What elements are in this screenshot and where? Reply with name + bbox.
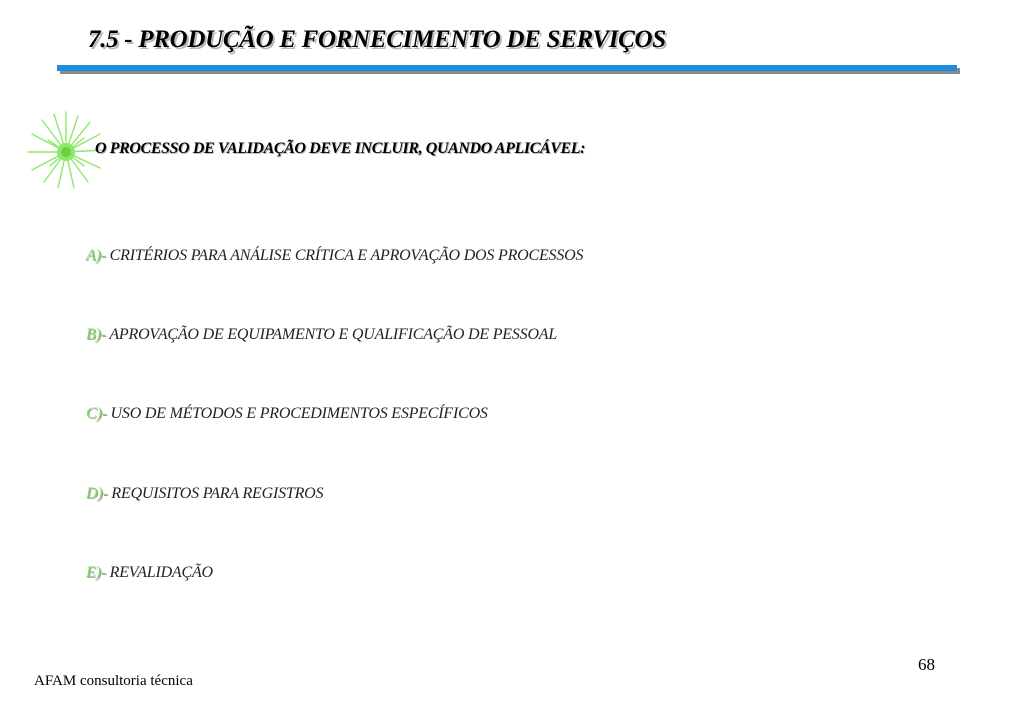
title-underline [57, 65, 957, 71]
list-item [86, 485, 323, 503]
intro-text: O PROCESSO DE VALIDAÇÃO DEVE INCLUIR, QUANDO APLICÁVEL: [95, 140, 586, 157]
item-letter: A)- [86, 247, 106, 264]
item-text: USO DE MÉTODOS E PROCEDIMENTOS ESPECÍFICOS [106, 405, 488, 422]
item-text: REVALIDAÇÃO [105, 564, 213, 581]
slide-title: 7.5 - PRODUÇÃO E FORNECIMENTO DE SERVIÇOS [88, 26, 666, 53]
item-letter: C)- [86, 405, 107, 422]
item-letter: E)- [86, 564, 106, 581]
list-item [86, 247, 583, 265]
footer-company-name: AFAM consultoria técnica [34, 673, 193, 689]
item-text: REQUISITOS PARA REGISTROS [107, 485, 324, 502]
list-item [86, 326, 557, 344]
item-text: APROVAÇÃO DE EQUIPAMENTO E QUALIFICAÇÃO DE PESSOAL [105, 326, 558, 343]
item-text: CRITÉRIOS PARA ANÁLISE CRÍTICA E APROVAÇÃO DOS PROCESSOS [105, 247, 584, 264]
list-item [86, 564, 213, 582]
list-item [86, 405, 488, 423]
item-letter: D)- [86, 485, 108, 502]
item-letter: B)- [86, 326, 106, 343]
page-number: 68 [918, 655, 935, 674]
green-starburst-icon [26, 110, 106, 190]
